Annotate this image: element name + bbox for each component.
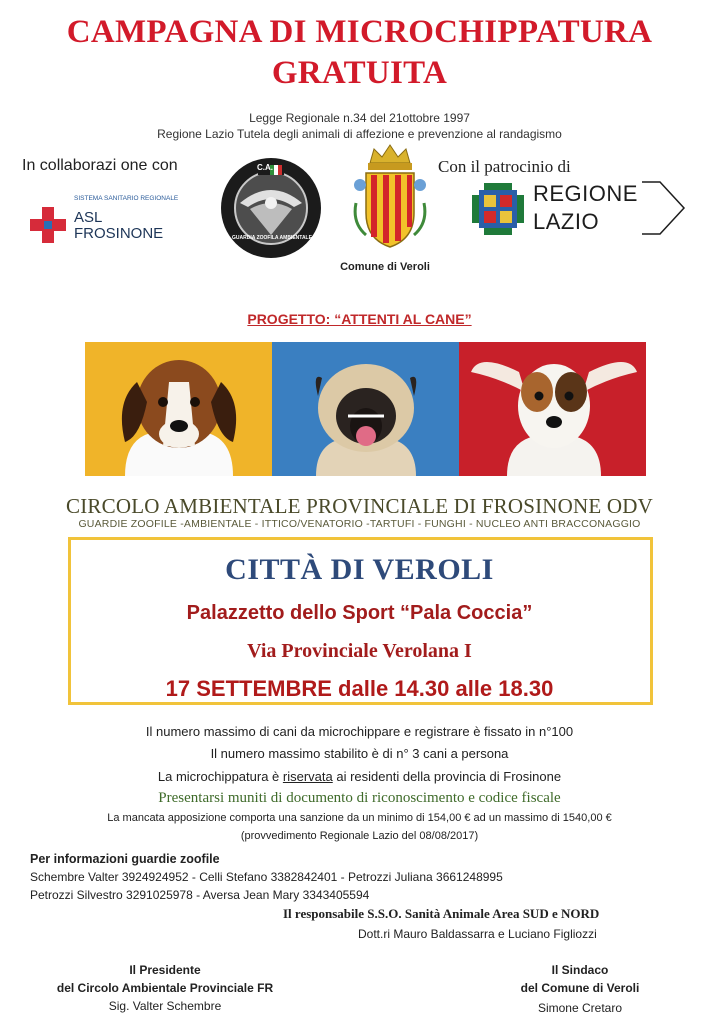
title-line-2: GRATUITA	[271, 55, 448, 91]
contacts-heading: Per informazioni guardie zoofile	[30, 852, 220, 866]
mayor-role-1: Il Sindaco	[551, 963, 609, 977]
law-line-2: Regione Lazio Tutela degli animali di affezione e prevenzione al randagismo	[157, 127, 562, 141]
asl-line-1: ASL	[74, 209, 103, 226]
event-venue: Palazzetto dello Sport “Pala Coccia”	[186, 602, 533, 624]
badge-top-text: C.A.	[257, 163, 273, 172]
beagle-photo	[85, 342, 272, 476]
mayor-name: Simone Cretaro	[537, 1001, 623, 1015]
pug-photo	[272, 342, 459, 476]
law-line-1: Legge Regionale n.34 del 21ottobre 1997	[249, 111, 470, 125]
president-role-1: Il Presidente	[129, 963, 201, 977]
mayor-role-2: del Comune di Veroli	[520, 981, 640, 995]
jack-russell-photo	[459, 342, 646, 476]
event-date: 17 SETTEMBRE dalle 14.30 alle 18.30	[165, 676, 554, 701]
project-title: PROGETTO: “ATTENTI AL CANE”	[247, 311, 472, 327]
org-subtitle: GUARDIE ZOOFILE -AMBIENTALE - ITTICO/VENATORIO -TARTUFI - FUNGHI - NUCLEO ANTI BRACCONAGGIO	[78, 518, 641, 530]
rule-residents-post: ai residenti della provincia di Frosinone	[332, 769, 562, 784]
rule-residents-underlined: riservata	[282, 769, 333, 784]
rule-residents-pre: La microchippatura è	[157, 769, 283, 784]
jack-russell-icon	[459, 342, 646, 476]
comune-label: Comune di Veroli	[340, 261, 430, 273]
responsible-title: Il responsabile S.S.O. Sanità Animale Area SUD e NORD	[283, 906, 600, 921]
rule-max-dogs: Il numero massimo di cani da microchippare e registrare è fissato in n°100	[145, 724, 574, 739]
title-line-1: CAMPAGNA DI MICROCHIPPATURA	[66, 14, 653, 50]
badge-ring-text: GUARDIA ZOOFILA AMBIENTALE	[232, 235, 312, 241]
guardia-zoofila-badge-icon	[220, 157, 322, 259]
regione-lazio-emblem-icon	[470, 181, 526, 237]
org-name: CIRCOLO AMBIENTALE PROVINCIALE DI FROSINONE ODV	[66, 494, 653, 518]
asl-small-text: SISTEMA SANITARIO REGIONALE	[74, 195, 179, 202]
responsible-names: Dott.ri Mauro Baldassarra e Luciano Figliozzi	[358, 927, 597, 941]
president-name: Sig. Valter Schembre	[108, 999, 222, 1013]
event-city: CITTÀ DI VEROLI	[225, 553, 494, 586]
rule-documents: Presentarsi muniti di documento di riconoscimento e codice fiscale	[158, 790, 561, 806]
collab-label: In collaborazi one con	[22, 157, 178, 174]
veroli-coat-of-arms-icon	[352, 143, 428, 253]
contacts-line-2: Petrozzi Silvestro 3291025978 - Aversa Jean Mary 3343405594	[30, 888, 370, 902]
asl-line-2: FROSINONE	[74, 225, 164, 242]
beagle-icon	[85, 342, 272, 476]
rule-regulation: (provvedimento Regionale Lazio del 08/08/2017)	[240, 830, 479, 842]
regione-lazio-chevron-icon	[640, 180, 690, 236]
pug-icon	[272, 342, 459, 476]
regione-line-1: REGIONE	[533, 181, 638, 206]
patronage-label: Con il patrocinio di	[438, 157, 571, 176]
regione-line-2: LAZIO	[533, 209, 600, 234]
rule-residents	[0, 769, 719, 784]
asl-cross-icon	[30, 207, 66, 243]
contacts-line-1: Schembre Valter 3924924952 - Celli Stefano 3382842401 - Petrozzi Juliana 3661248995	[30, 870, 503, 884]
rule-per-person: Il numero massimo stabilito è di n° 3 cani a persona	[210, 746, 509, 761]
asl-logo	[30, 195, 200, 245]
event-address: Via Provinciale Verolana I	[247, 640, 472, 662]
rule-sanction: La mancata apposizione comporta una sanzione da un minimo di 154,00 € ad un massimo di 1540,00 €	[107, 812, 612, 824]
president-role-2: del Circolo Ambientale Provinciale FR	[56, 981, 274, 995]
